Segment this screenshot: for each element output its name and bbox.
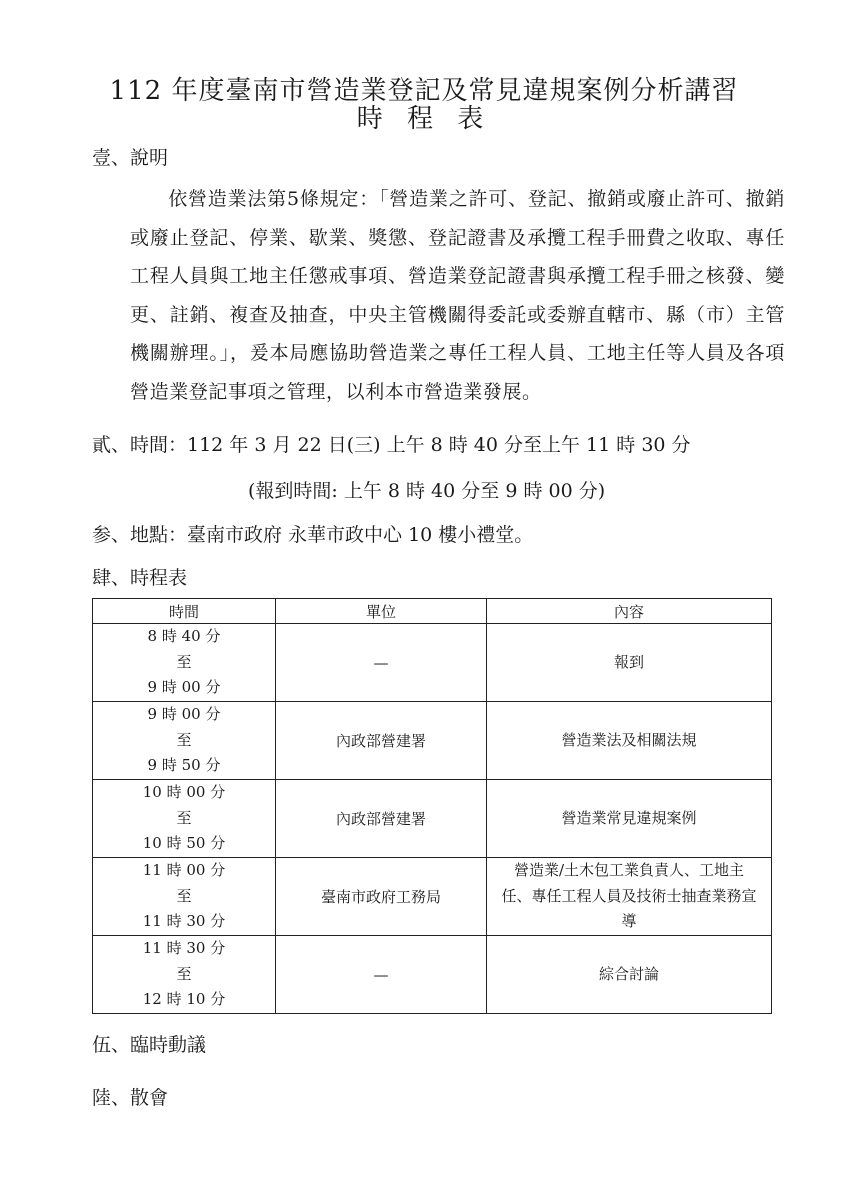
table-row — [93, 858, 772, 936]
content-cell — [487, 936, 772, 1014]
table-row — [93, 936, 772, 1014]
time-separator: 至 — [176, 964, 192, 983]
checkin-time: (報到時間: 上午 8 時 40 分至 9 時 00 分) — [248, 480, 606, 502]
column-header-content: 內容 — [487, 599, 772, 624]
table-header-row — [93, 599, 772, 624]
content-cell — [487, 858, 772, 936]
section-schedule-heading: 肆、時程表 — [92, 567, 188, 589]
section-time-line: 貳、時間：112 年 3 月 22 日(三) 上午 8 時 40 分至上午 11 時 30 分 — [92, 434, 691, 456]
content-cell — [487, 780, 772, 858]
column-header-time: 時間 — [93, 599, 276, 624]
time-separator: 至 — [176, 808, 192, 827]
document-subtitle: 時 程 表 — [356, 104, 492, 134]
unit-cell: 臺南市政府工務局 — [276, 858, 487, 936]
table-row — [93, 624, 772, 702]
start-time: 11 時 00 分 — [142, 861, 226, 880]
section-location-line: 参、地點：臺南市政府 永華市政中心 10 樓小禮堂。 — [92, 524, 534, 546]
end-time: 9 時 50 分 — [147, 756, 221, 775]
end-time: 10 時 50 分 — [142, 834, 226, 853]
time-cell — [93, 936, 276, 1014]
content-cell — [487, 624, 772, 702]
end-time: 11 時 30 分 — [142, 912, 226, 931]
table-row — [93, 780, 772, 858]
time-separator: 至 — [176, 730, 192, 749]
time-cell — [93, 624, 276, 702]
document-title: 112 年度臺南市營造業登記及常見違規案例分析講習 — [109, 76, 739, 106]
content-text: 營造業法及相關法規 — [561, 730, 697, 749]
unit-cell: — — [276, 624, 487, 702]
content-cell — [487, 702, 772, 780]
section-description-heading: 壹、說明 — [92, 147, 169, 169]
description-paragraph — [130, 180, 785, 411]
unit-cell: 內政部營建署 — [276, 780, 487, 858]
start-time: 10 時 00 分 — [142, 783, 226, 802]
column-header-unit: 單位 — [276, 599, 487, 624]
time-cell — [93, 780, 276, 858]
description-text: 依營造業法第5條規定：「營造業之許可、登記、撤銷或廢止許可、撤銷或廢止登記、停業、歇業、獎懲、登記證書及承攬工程手冊費之收取、專任工程人員與工地主任懲戒事項、營造業登記證書與承攬工程手冊之核發、變更、註銷、複查及抽查，中央主管機關得委託或委辦直轄市、縣（市）主管機關辦理。」，爰本局應協助營造業之專任工程人員、工地主任等人員及各項營造業登記事項之管理，以利本市營造業發展。 — [130, 188, 785, 403]
section-adjourn-heading: 陸、散會 — [92, 1087, 169, 1109]
content-text: 營造業/土木包工業負責人、工地主任、專任工程人員及技術士抽查業務宣導 — [501, 861, 757, 931]
end-time: 9 時 00 分 — [147, 678, 221, 697]
section-motions-heading: 伍、臨時動議 — [92, 1034, 207, 1056]
content-text: 營造業常見違規案例 — [561, 808, 697, 827]
time-cell — [93, 702, 276, 780]
schedule-table — [92, 598, 772, 1014]
time-separator: 至 — [176, 652, 192, 671]
start-time: 8 時 40 分 — [147, 627, 221, 646]
content-text: 綜合討論 — [598, 964, 659, 983]
unit-cell: 內政部營建署 — [276, 702, 487, 780]
start-time: 9 時 00 分 — [147, 705, 221, 724]
time-cell — [93, 858, 276, 936]
content-text: 報到 — [613, 652, 644, 671]
time-separator: 至 — [176, 886, 192, 905]
end-time: 12 時 10 分 — [142, 990, 226, 1009]
table-row — [93, 702, 772, 780]
start-time: 11 時 30 分 — [142, 939, 226, 958]
unit-cell: — — [276, 936, 487, 1014]
